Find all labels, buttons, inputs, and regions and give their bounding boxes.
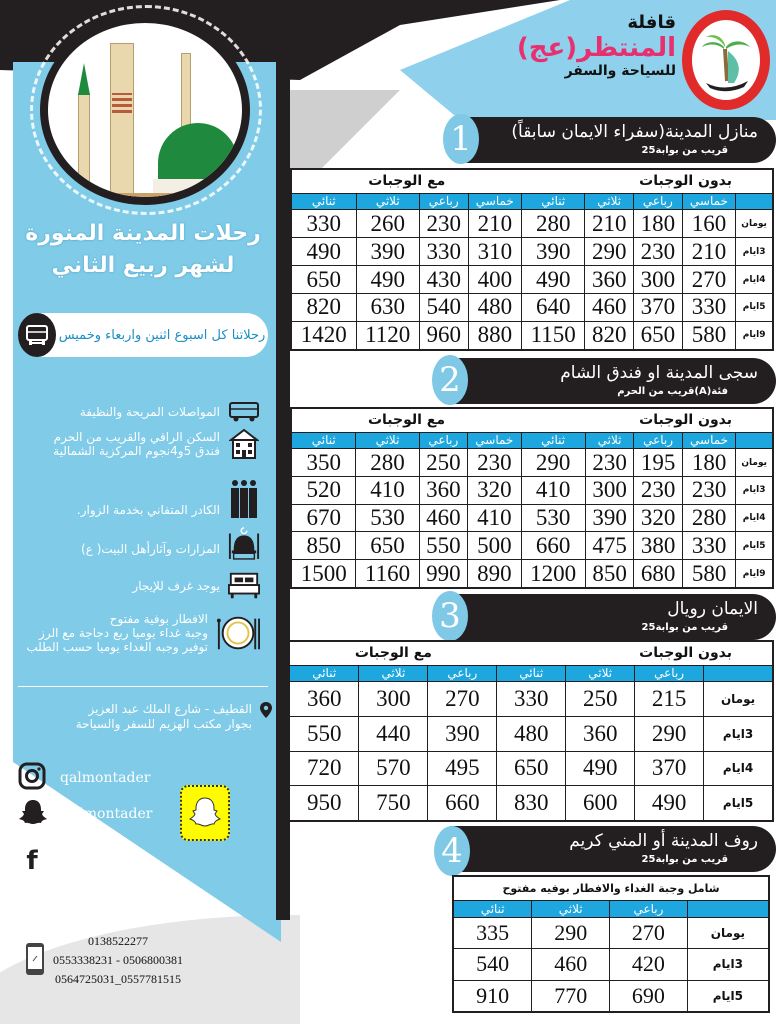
- table-row: [453, 949, 769, 980]
- price-cell: 330: [291, 210, 356, 238]
- room-type-header: رباعي: [419, 432, 468, 449]
- price-cell: 270: [610, 917, 688, 948]
- room-type-header: خماسي: [682, 432, 735, 449]
- group-header-row: [291, 169, 773, 193]
- price-cell: 360: [289, 682, 359, 717]
- price-cell: 300: [359, 682, 428, 717]
- group-without-meals: بدون الوجبات: [522, 169, 773, 193]
- section-title: سجى المدينة او فندق الشام: [560, 363, 758, 383]
- duration-label: 5ايام: [736, 294, 773, 322]
- corner-cell: [704, 665, 773, 682]
- location-pin-icon: [260, 702, 272, 732]
- price-cell: 580: [682, 321, 736, 350]
- feature-rooms: [22, 570, 260, 602]
- price-cell: 370: [634, 294, 683, 322]
- schedule-text: رحلاتنا كل اسبوع اثنين واربعاء وخميس: [58, 327, 266, 343]
- room-type-header: ثنائي: [453, 900, 532, 917]
- table-row: [291, 449, 773, 477]
- price-cell: 495: [428, 751, 497, 786]
- duration-label: 4ايام: [736, 266, 773, 294]
- minaret-tall: [110, 43, 134, 198]
- price-cell: 680: [634, 560, 683, 588]
- price-cell: 500: [468, 532, 521, 560]
- price-cell: 480: [468, 294, 522, 322]
- price-cell: 270: [682, 266, 736, 294]
- feature-text: [53, 430, 220, 458]
- price-cell: 490: [635, 786, 704, 821]
- feature-text: [26, 612, 208, 654]
- price-cell: 230: [682, 476, 735, 504]
- feature-shrines: [22, 522, 260, 562]
- price-table-2: [290, 407, 774, 589]
- price-cell: 440: [359, 716, 428, 751]
- sidebar-divider: [18, 686, 268, 687]
- instagram-link[interactable]: [18, 762, 150, 794]
- price-cell: 600: [566, 786, 635, 821]
- price-cell: 195: [634, 449, 683, 477]
- price-cell: 820: [585, 321, 634, 350]
- price-cell: 460: [419, 504, 468, 532]
- price-cell: 960: [419, 321, 468, 350]
- group-with-meals: مع الوجبات: [289, 641, 497, 665]
- brand-line3: للسياحة والسفر: [564, 63, 676, 79]
- price-cell: 330: [497, 682, 566, 717]
- price-cell: 770: [532, 980, 610, 1012]
- price-cell: 490: [522, 266, 585, 294]
- schedule-banner: [18, 313, 268, 357]
- price-cell: 335: [453, 917, 532, 948]
- section-subtitle: قريب من بوابة25: [641, 145, 728, 156]
- table-row: [289, 751, 773, 786]
- group-header-row: [289, 641, 773, 665]
- duration-label: 9ايام: [736, 560, 773, 588]
- phone-number[interactable]: 0553338231 - 0506800381: [53, 953, 183, 967]
- table-row: [291, 560, 773, 588]
- room-type-header: ثلاثي: [566, 665, 635, 682]
- feature-text: المواصلات المريحة والنظيفة: [79, 405, 220, 419]
- price-cell: 460: [585, 294, 634, 322]
- price-cell: 410: [468, 504, 521, 532]
- price-cell: 400: [468, 266, 522, 294]
- room-type-header: خماسي: [468, 432, 521, 449]
- price-cell: 260: [356, 210, 419, 238]
- table-row: [453, 980, 769, 1012]
- table-note: شامل وجبة الغداء والافطار بوفيه مفتوح: [453, 876, 769, 900]
- price-cell: 830: [497, 786, 566, 821]
- phone-list: [53, 932, 183, 989]
- corner-cell: [736, 193, 773, 210]
- group-without-meals: بدون الوجبات: [521, 408, 773, 432]
- group-header-row: [453, 876, 769, 900]
- room-type-header: ثلاثي: [356, 432, 419, 449]
- section-title: روف المدينة أو المني كريم: [569, 831, 758, 851]
- feature-hotel: [22, 428, 260, 460]
- price-cell: 280: [356, 449, 419, 477]
- price-cell: 360: [585, 266, 634, 294]
- address-line1: القطيف - شارع الملك عبد العزيز: [88, 702, 252, 716]
- room-type-header: رباعي: [428, 665, 497, 682]
- section-number-badge: 4: [434, 826, 470, 876]
- price-cell: 880: [468, 321, 522, 350]
- price-cell: 350: [291, 449, 356, 477]
- feature-meals: [22, 612, 260, 654]
- price-cell: 660: [521, 532, 585, 560]
- price-table-4: [452, 875, 770, 1013]
- feature-text-line3: توفير وجبه الغداء يوميا حسب الطلب: [26, 640, 208, 654]
- price-cell: 550: [419, 532, 468, 560]
- room-type-header: ثنائي: [291, 432, 356, 449]
- price-cell: 1500: [291, 560, 356, 588]
- duration-label: 5ايام: [736, 532, 773, 560]
- section-number-badge: 3: [432, 591, 468, 641]
- facebook-icon: f: [26, 846, 38, 876]
- price-cell: 460: [532, 949, 610, 980]
- price-cell: 330: [419, 238, 468, 266]
- duration-label: 4ايام: [736, 504, 773, 532]
- address: [40, 702, 272, 732]
- price-cell: 1120: [356, 321, 419, 350]
- price-cell: 180: [682, 449, 735, 477]
- feature-text-line1: السكن الراقي والقريب من الحرم: [53, 430, 220, 444]
- price-cell: 360: [419, 476, 468, 504]
- price-cell: 640: [522, 294, 585, 322]
- mosque-hero-image: [40, 15, 250, 205]
- feature-text: يوجد غرف للإيجار: [132, 579, 220, 593]
- room-type-header: ثنائي: [291, 193, 356, 210]
- group-with-meals: مع الوجبات: [291, 408, 521, 432]
- section-title: منازل المدينة(سفراء الايمان سابقاً): [511, 122, 758, 142]
- price-cell: 910: [453, 980, 532, 1012]
- duration-label: 5ايام: [704, 786, 773, 821]
- price-cell: 330: [682, 294, 736, 322]
- mosque-icon: [228, 522, 260, 562]
- price-cell: 290: [521, 449, 585, 477]
- table-row: [291, 532, 773, 560]
- room-type-header: ثنائي: [522, 193, 585, 210]
- table-row: [453, 917, 769, 948]
- price-cell: 330: [682, 532, 735, 560]
- price-cell: 390: [428, 716, 497, 751]
- phone-number[interactable]: 0138522277: [88, 934, 148, 948]
- duration-label: يومان: [687, 917, 769, 948]
- corner-cell: [736, 432, 773, 449]
- price-cell: 280: [522, 210, 585, 238]
- duration-label: 9ايام: [736, 321, 773, 350]
- price-cell: 360: [566, 716, 635, 751]
- price-cell: 390: [522, 238, 585, 266]
- price-cell: 215: [635, 682, 704, 717]
- room-type-header: ثنائي: [497, 665, 566, 682]
- price-cell: 650: [356, 532, 419, 560]
- group-without-meals: بدون الوجبات: [497, 641, 773, 665]
- address-line2: بجوار مكتب الهزيم للسفر والسياحة: [75, 717, 252, 731]
- price-cell: 230: [585, 449, 634, 477]
- section-2-header: [455, 358, 776, 404]
- room-type-header-row: [453, 900, 769, 917]
- room-type-header: رباعي: [610, 900, 688, 917]
- instagram-handle: qalmontader: [60, 770, 151, 786]
- section-4-header: [450, 826, 776, 872]
- room-type-header: ثلاثي: [532, 900, 610, 917]
- room-type-header: رباعي: [419, 193, 468, 210]
- section-number-badge: 1: [443, 114, 479, 164]
- price-cell: 530: [356, 504, 419, 532]
- price-cell: 420: [610, 949, 688, 980]
- room-type-header: رباعي: [635, 665, 704, 682]
- price-cell: 410: [521, 476, 585, 504]
- duration-label: 3ايام: [704, 716, 773, 751]
- phone-number[interactable]: 0564725031_0557781515: [55, 972, 181, 986]
- table-row: [289, 682, 773, 717]
- price-cell: 520: [291, 476, 356, 504]
- price-cell: 490: [566, 751, 635, 786]
- brand-line1: قافلة: [627, 12, 676, 33]
- snapchat-link[interactable]: [18, 798, 152, 830]
- room-type-header: رباعي: [634, 193, 683, 210]
- phone-numbers: [25, 932, 183, 989]
- company-logo: [682, 10, 770, 110]
- room-type-header: ثنائي: [521, 432, 585, 449]
- room-type-header-row: [289, 665, 773, 682]
- dining-icon: [216, 613, 260, 653]
- duration-label: 5ايام: [687, 980, 769, 1012]
- price-cell: 690: [610, 980, 688, 1012]
- price-cell: 670: [291, 504, 356, 532]
- duration-label: 4ايام: [704, 751, 773, 786]
- duration-label: 3ايام: [736, 476, 773, 504]
- minaret-green-tip: [78, 63, 90, 95]
- facebook-link[interactable]: [18, 846, 144, 876]
- section-subtitle: قريب من بوابة25: [641, 622, 728, 633]
- price-cell: 850: [585, 560, 634, 588]
- brand-name: [517, 12, 676, 79]
- corner-cell: [687, 900, 769, 917]
- hotel-icon: [228, 428, 260, 460]
- price-cell: 490: [291, 238, 356, 266]
- price-cell: 380: [634, 532, 683, 560]
- price-cell: 750: [359, 786, 428, 821]
- price-cell: 370: [635, 751, 704, 786]
- price-cell: 850: [291, 532, 356, 560]
- instagram-icon: [18, 762, 46, 794]
- price-cell: 280: [682, 504, 735, 532]
- bus-icon: [228, 396, 260, 428]
- snapchat-icon: [18, 798, 48, 830]
- feature-text: الكادر المتفاني بخدمة الزوار.: [76, 503, 220, 517]
- price-cell: 210: [468, 210, 522, 238]
- price-cell: 490: [356, 266, 419, 294]
- trip-title-line2: لشهر ربيع الثاني: [51, 253, 235, 278]
- minaret-pattern: [112, 93, 132, 113]
- price-cell: 630: [356, 294, 419, 322]
- price-cell: 660: [428, 786, 497, 821]
- table-row: [289, 786, 773, 821]
- price-cell: 475: [585, 532, 634, 560]
- section-subtitle: فئة(A)قريب من الحرم: [617, 386, 728, 397]
- price-cell: 320: [468, 476, 521, 504]
- price-cell: 390: [585, 504, 634, 532]
- price-cell: 820: [291, 294, 356, 322]
- table-row: [291, 238, 773, 266]
- room-type-header: ثلاثي: [585, 193, 634, 210]
- table-row: [289, 716, 773, 751]
- trip-title-line1: رحلات المدينة المنورة: [25, 221, 261, 246]
- price-cell: 1420: [291, 321, 356, 350]
- price-cell: 950: [289, 786, 359, 821]
- green-dome: [158, 123, 238, 183]
- price-cell: 210: [682, 238, 736, 266]
- duration-label: يومان: [704, 682, 773, 717]
- room-type-header-row: [291, 432, 773, 449]
- feature-text: المزارات وآثارأهل البيت( ع): [81, 542, 220, 556]
- price-cell: 570: [359, 751, 428, 786]
- price-cell: 1200: [521, 560, 585, 588]
- price-cell: 430: [419, 266, 468, 294]
- section-subtitle: قريب من بوابة25: [641, 854, 728, 865]
- facebook-name: قافلة المنتظر: [60, 852, 144, 870]
- brand-line2: المنتظر(عج): [516, 33, 676, 63]
- price-cell: 210: [585, 210, 634, 238]
- price-cell: 300: [634, 266, 683, 294]
- section-3-header: [455, 594, 776, 640]
- address-text: [76, 702, 252, 732]
- price-cell: 230: [634, 476, 683, 504]
- price-cell: 650: [634, 321, 683, 350]
- room-type-header-row: [291, 193, 773, 210]
- price-cell: 650: [497, 751, 566, 786]
- feature-text-line2: وجبة غداء يوميا ربع دجاجة مع الرز: [39, 626, 208, 640]
- price-cell: 160: [682, 210, 736, 238]
- table-row: [291, 266, 773, 294]
- room-type-header: ثلاثي: [585, 432, 634, 449]
- price-cell: 390: [356, 238, 419, 266]
- feature-text-line2: فندق 5و4نجوم المركزية الشمالية: [53, 444, 220, 458]
- duration-label: يومان: [736, 449, 773, 477]
- group-header-row: [291, 408, 773, 432]
- price-cell: 290: [635, 716, 704, 751]
- price-cell: 290: [585, 238, 634, 266]
- price-cell: 540: [453, 949, 532, 980]
- room-type-header: ثلاثي: [356, 193, 419, 210]
- staff-icon: [228, 478, 260, 520]
- price-cell: 1150: [522, 321, 585, 350]
- price-cell: 230: [419, 210, 468, 238]
- minaret-right: [181, 53, 191, 128]
- bus-icon: [18, 313, 56, 357]
- room-type-header: خماسي: [682, 193, 736, 210]
- price-cell: 250: [566, 682, 635, 717]
- room-type-header: خماسي: [468, 193, 522, 210]
- table-row: [291, 504, 773, 532]
- table-row: [291, 321, 773, 350]
- price-cell: 230: [634, 238, 683, 266]
- room-type-header: ثنائي: [289, 665, 359, 682]
- table-row: [291, 476, 773, 504]
- price-cell: 650: [291, 266, 356, 294]
- group-with-meals: مع الوجبات: [291, 169, 522, 193]
- section-number-badge: 2: [432, 355, 468, 405]
- feature-text-line1: الافطار بوفية مفتوح: [109, 612, 208, 626]
- section-1-header: [462, 117, 776, 163]
- section-title: الايمان رويال: [667, 599, 758, 619]
- room-type-header: رباعي: [634, 432, 683, 449]
- price-cell: 990: [419, 560, 468, 588]
- mobile-phone-icon: [25, 942, 45, 980]
- price-cell: 410: [356, 476, 419, 504]
- feature-transport: [22, 396, 260, 428]
- price-cell: 270: [428, 682, 497, 717]
- table-row: [291, 294, 773, 322]
- price-cell: 1160: [356, 560, 419, 588]
- price-cell: 310: [468, 238, 522, 266]
- trip-title: [18, 218, 268, 282]
- price-table-1: [290, 168, 774, 351]
- price-cell: 300: [585, 476, 634, 504]
- feature-staff: [22, 478, 260, 520]
- price-cell: 720: [289, 751, 359, 786]
- price-cell: 250: [419, 449, 468, 477]
- price-cell: 180: [634, 210, 683, 238]
- snapchat-handle: qalmontader: [62, 806, 153, 822]
- price-cell: 530: [521, 504, 585, 532]
- minaret-small: [78, 93, 90, 193]
- room-type-header: ثلاثي: [359, 665, 428, 682]
- snapcode-qr: [180, 785, 230, 841]
- duration-label: يومان: [736, 210, 773, 238]
- price-cell: 480: [497, 716, 566, 751]
- price-cell: 230: [468, 449, 521, 477]
- price-cell: 540: [419, 294, 468, 322]
- price-cell: 580: [682, 560, 735, 588]
- price-cell: 320: [634, 504, 683, 532]
- price-cell: 550: [289, 716, 359, 751]
- duration-label: 3ايام: [736, 238, 773, 266]
- price-table-3: [288, 640, 774, 822]
- bed-icon: [228, 570, 260, 602]
- duration-label: 3ايام: [687, 949, 769, 980]
- price-cell: 890: [468, 560, 521, 588]
- table-row: [291, 210, 773, 238]
- price-cell: 290: [532, 917, 610, 948]
- palm-boat-icon: [698, 25, 754, 95]
